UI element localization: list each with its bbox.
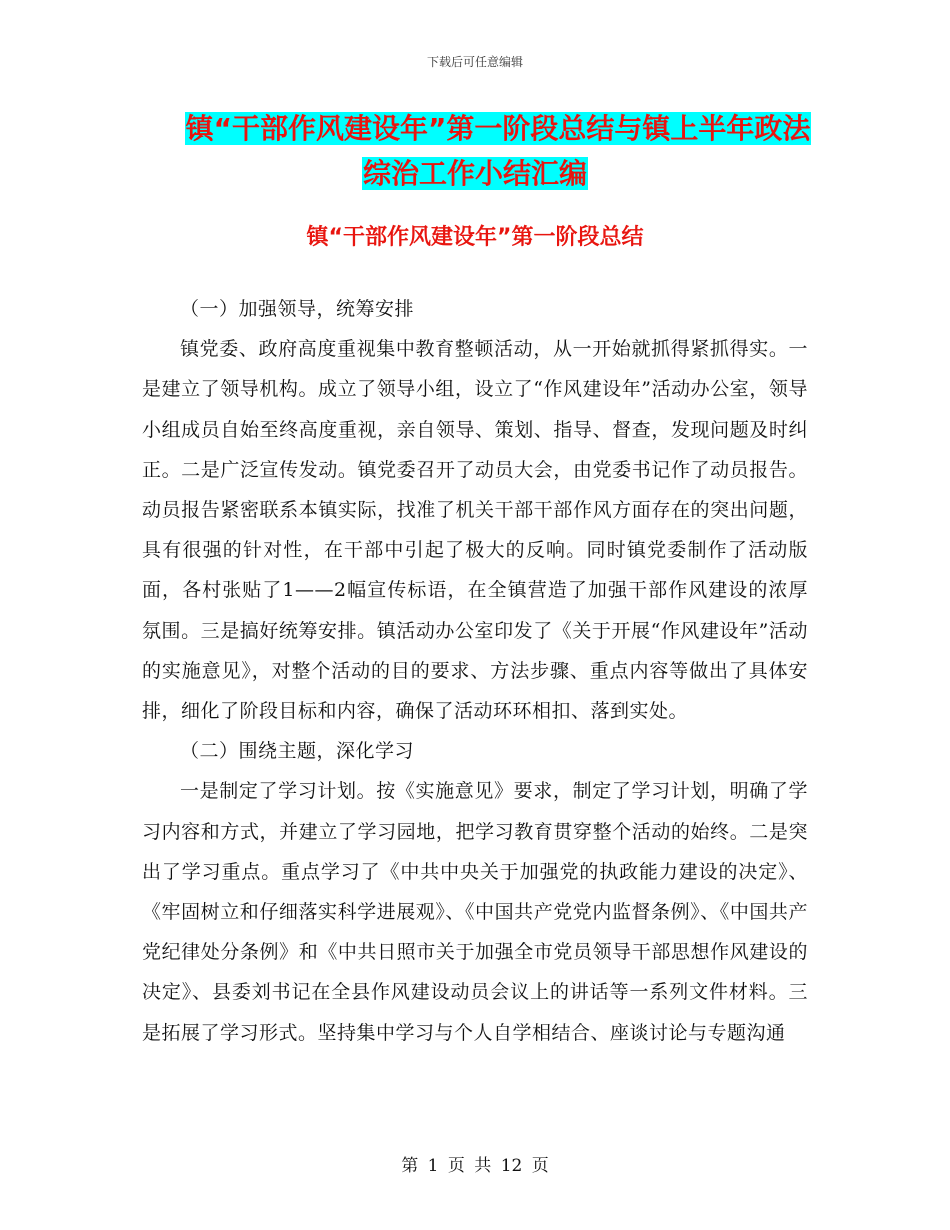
page-footer: 第 1 页 共 12 页 (401, 1156, 549, 1176)
document-title-line-1 (23, 109, 950, 149)
paragraph-2: 一是制定了学习计划。按《实施意见》要求，制定了学习计划，明确了学习内容和方式，并建立了学习园地，把学习教育贯穿整个活动的始终。二是突出了学习重点。重点学习了《中共中央关于加强党的执政能力建设的决定》、《牢固树立和仔细落实科学进展观》、《中国共产党党内监督条例》、《中国共产党纪律处分条例》和《中共日照市关于加强全市党员领导干部思想作风建设的决定》、县委刘书记在全县作风建设动员会议上的讲话等一系列文件材料。三是拓展了学习形式。坚持集中学习与个人自学相结合、座谈讨论与专题沟通 (142, 780, 808, 1044)
paragraph-1: 镇党委、政府高度重视集中教育整顿活动，从一开始就抓得紧抓得实。一是建立了领导机构。成立了领导小组，设立了“作风建设年”活动办公室，领导小组成员自始至终高度重视，亲自领导、策划、指导、督查，发现问题及时纠正。二是广泛宣传发动。镇党委召开了动员大会，由党委书记作了动员报告。动员报告紧密联系本镇实际，找准了机关干部干部作风方面存在的突出问题，具有很强的针对性，在干部中引起了极大的反响。同时镇党委制作了活动版面，各村张贴了1——2幅宣传标语，在全镇营造了加强干部作风建设的浓厚氛围。三是搞好统筹安排。镇活动办公室印发了《关于开展“作风建设年”活动的实施意见》，对整个活动的目的要求、方法步骤、重点内容等做出了具体安排，细化了阶段目标和内容，确保了活动环环相扣、落到实处。 (142, 338, 808, 723)
title-highlight-1: 镇“干部作风建设年”第一阶段总结与镇上半年政法 (185, 112, 811, 145)
title-highlight-2: 综治工作小结汇编 (362, 157, 587, 190)
subheading-2: （二）围绕主题，深化学习 (180, 740, 415, 763)
header-note: 下载后可任意编辑 (426, 55, 523, 69)
document-body (142, 289, 808, 1053)
section-title: 镇“干部作风建设年”第一阶段总结 (306, 225, 644, 250)
subheading-1: （一）加强领导，统筹安排 (180, 298, 415, 320)
document-title-line-2 (0, 154, 950, 194)
